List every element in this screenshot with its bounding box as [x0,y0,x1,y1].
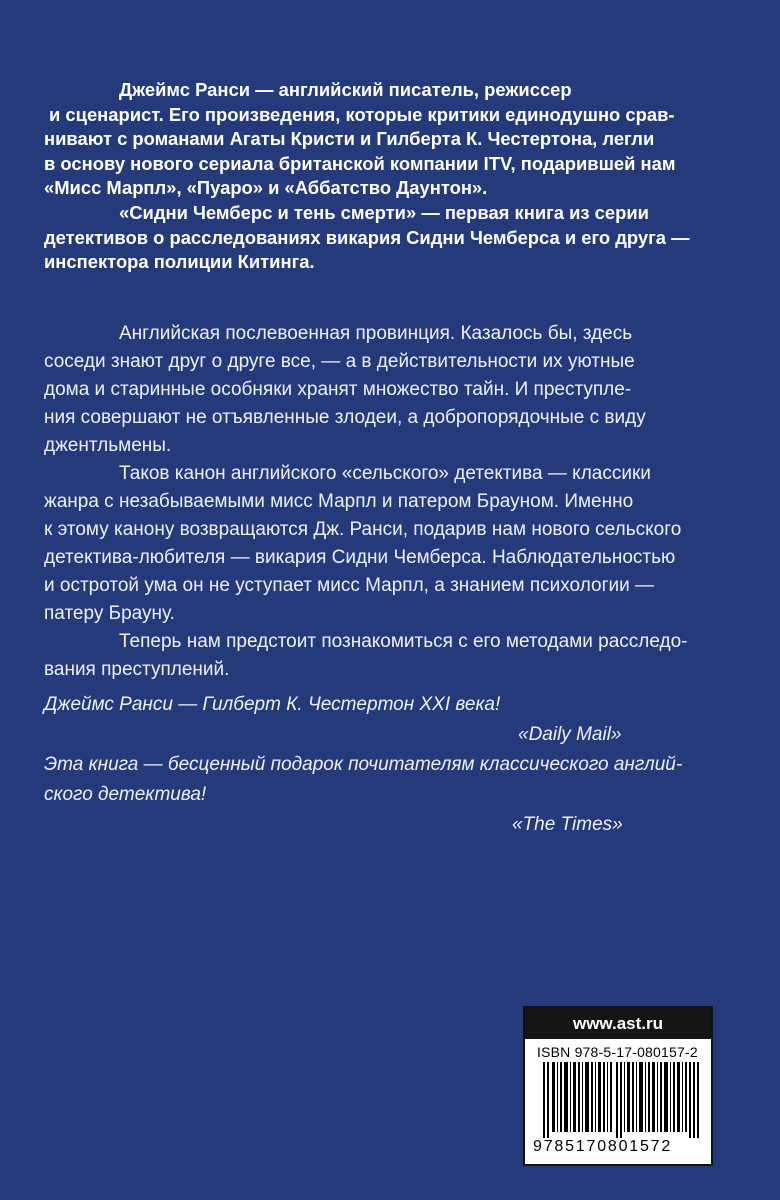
barcode-image [543,1062,699,1138]
bio-line: Джеймс Ранси — английский писатель, режиссер [119,79,572,100]
synopsis-line: джентльмены. [44,435,172,456]
quote-text: ского детектива! [44,784,207,805]
bio-line: и сценарист. Его произведения, которые критики единодушно срав- [49,103,675,125]
synopsis-line: Теперь нам предстоит познакомиться с его методами расследо- [119,631,688,652]
bio-line: «Сидни Чемберс и тень смерти» — первая книга из серии [119,201,649,223]
synopsis-line: жанра с незабываемыми мисс Марпл и патером Брауном. Именно [44,491,634,512]
isbn-label: ISBN 978-5-17-080157-2 [537,1044,698,1060]
quote-source: «The Times» [512,814,623,835]
bio-line: в основу нового сериала британской компании ITV, подарившей нам [44,152,676,174]
bio-line: нивают с романами Агаты Кристи и Гилберта К. Честертона, легли [44,128,655,150]
synopsis-line: детектива-любителя — викария Сидни Чемберса. Наблюдательностью [44,547,676,568]
synopsis-line: к этому канону возвращаются Дж. Ранси, подарив нам нового сельского [44,519,682,540]
bio-line: детективов о расследованиях викария Сидни Чемберса и его друга — [44,226,690,248]
quote-source: «Daily Mail» [518,724,622,745]
author-bio [44,78,734,275]
synopsis-line: ния совершают не отъявленные злодеи, а добропорядочные с виду [44,407,646,428]
quote-text: Эта книга — бесценный подарок почитателям классического англий- [44,754,683,775]
synopsis-line: патеру Брауну. [44,603,175,624]
synopsis-line: Английская послевоенная провинция. Казалось бы, здесь [119,323,633,344]
bio-line: «Мисс Марпл», «Пуаро» и «Аббатство Даунтон». [44,177,488,199]
bio-line: инспектора полиции Китинга. [44,251,315,273]
barcode-panel [523,1006,713,1166]
synopsis-line: дома и старинные особняки хранят множество тайн. И преступле- [44,379,632,400]
synopsis [44,320,734,684]
quote-text: Джеймс Ранси — Гилберт К. Честертон XXI века! [44,694,501,715]
synopsis-line: и остротой ума он не уступает мисс Марпл, а знанием психологии — [44,575,655,596]
synopsis-line: соседи знают друг о друге все, — а в действительности их уютные [44,351,635,372]
synopsis-line: Таков канон английского «сельского» детектива — классики [119,463,651,484]
press-quotes [44,690,734,840]
synopsis-line: вания преступлений. [44,659,230,680]
barcode-digits: 9785170801572 [533,1138,673,1155]
publisher-url[interactable]: www.ast.ru [525,1008,711,1039]
